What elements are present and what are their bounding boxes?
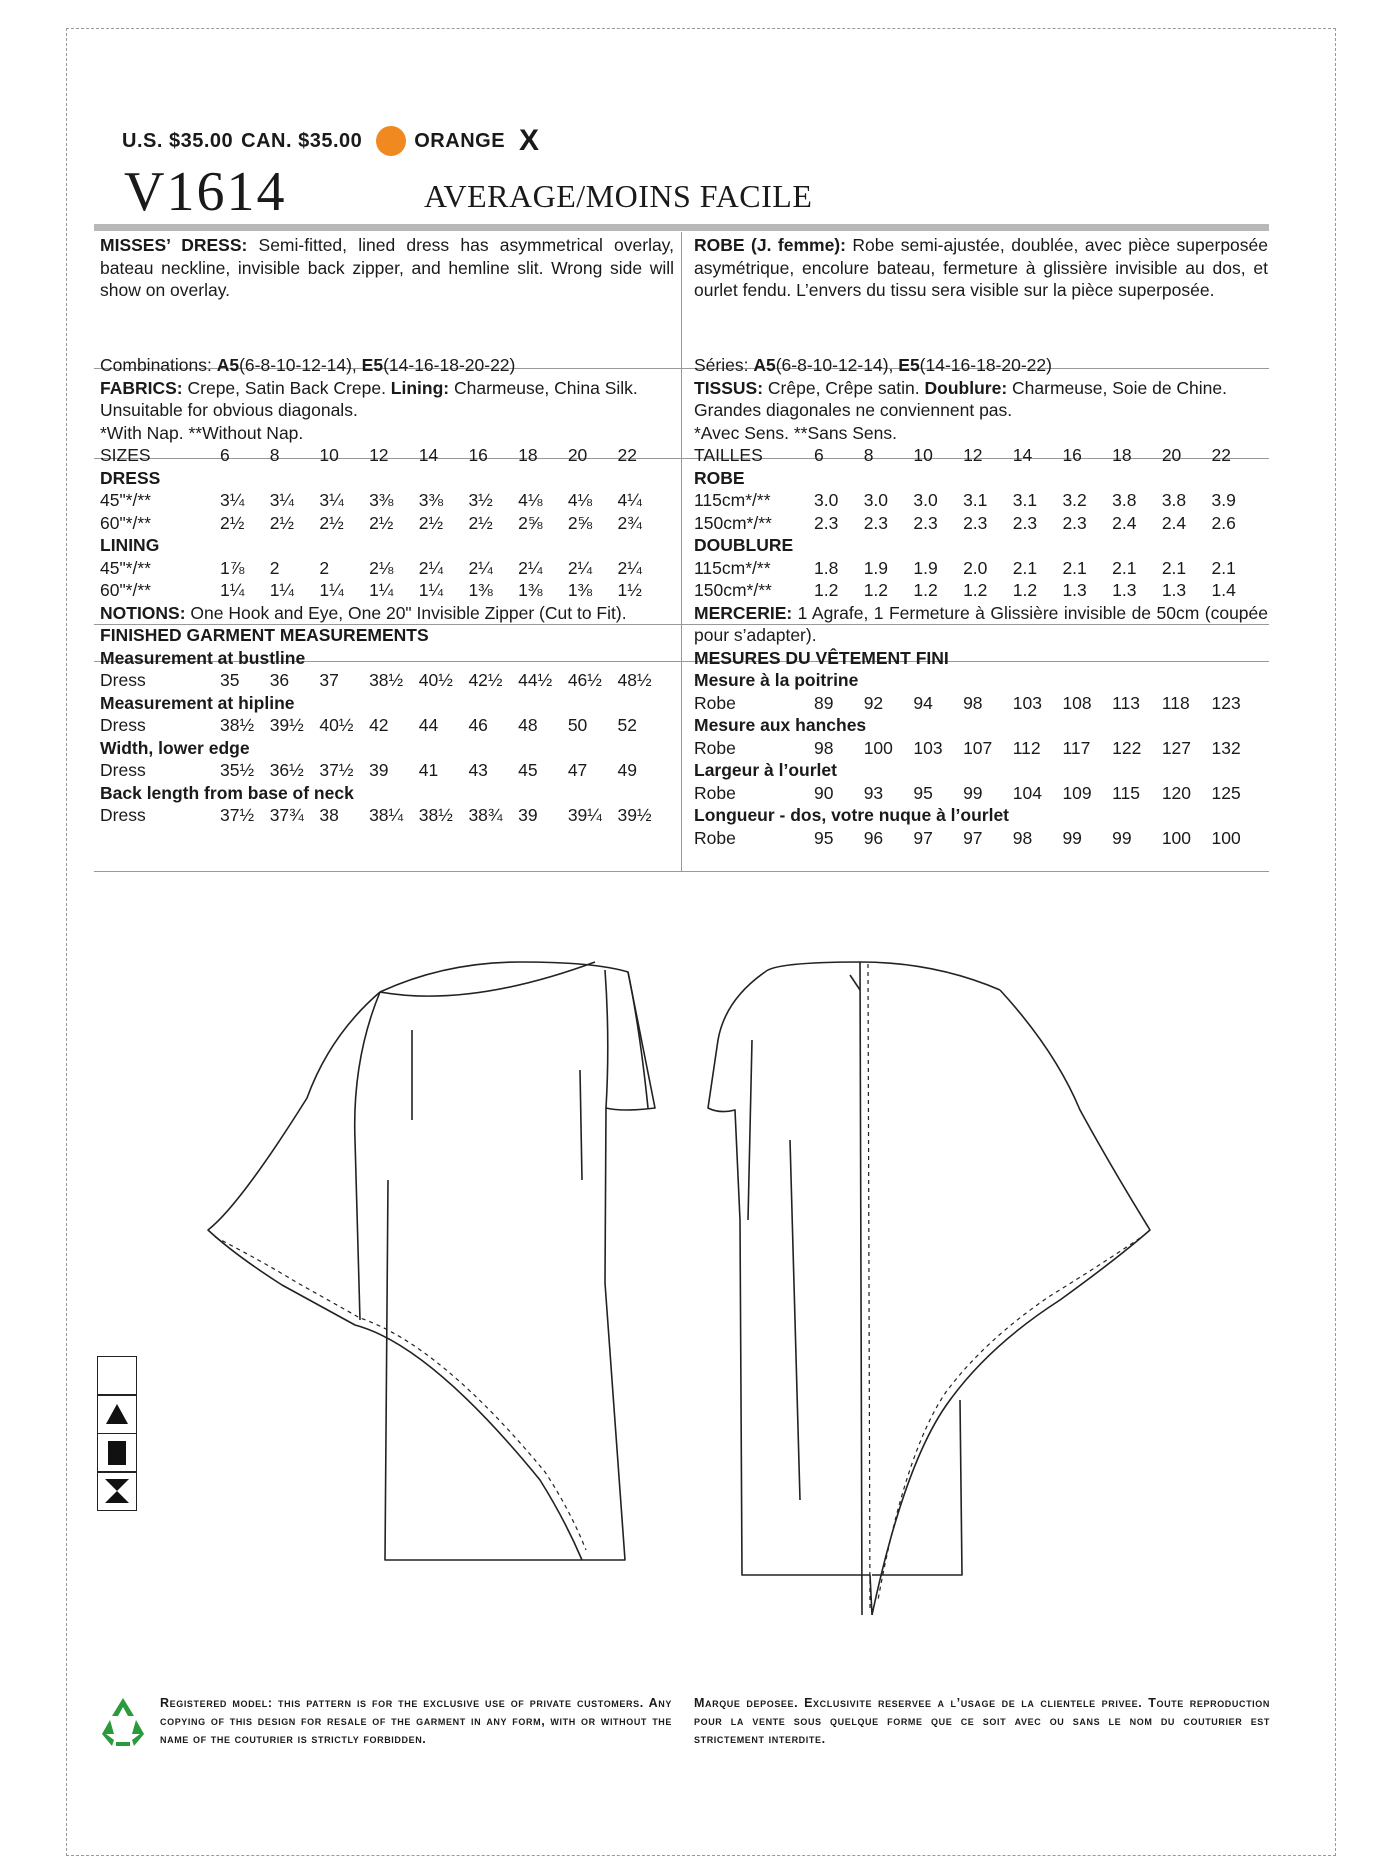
desc-title: ROBE (J. femme):	[694, 235, 846, 255]
measurement-title: Back length from base of neck	[100, 782, 354, 803]
desc-title: MISSES’ DRESS:	[100, 235, 248, 255]
hourglass-icon	[97, 1471, 137, 1511]
table-cell: 2.3	[963, 512, 988, 533]
table-cell: 4¼	[617, 490, 642, 510]
row-label: 45"*/**	[100, 490, 151, 510]
finished-title: MESURES DU VÊTEMENT FINI	[694, 647, 949, 668]
table-cell: 2.4	[1112, 512, 1137, 533]
table-cell: 97	[963, 827, 983, 848]
table-cell: 127	[1161, 737, 1192, 758]
table-cell: 2.1	[1112, 557, 1137, 578]
unsuitable-note: Grandes diagonales ne conviennent pas.	[694, 400, 1013, 420]
measurement-title: Largeur à l’ourlet	[694, 760, 837, 780]
nap-note: *With Nap. **Without Nap.	[100, 422, 304, 443]
table-cell: 52	[617, 715, 637, 735]
row-label: 150cm*/**	[694, 580, 772, 600]
table-cell: 1.8	[814, 557, 839, 578]
table-cell: 107	[963, 737, 993, 758]
table-cell: 2	[269, 557, 280, 578]
measurement-title: Measurement at bustline	[100, 647, 306, 668]
table-cell: 40½	[319, 715, 354, 735]
table-cell: 3.9	[1211, 490, 1236, 510]
table-cell: 46	[468, 715, 488, 735]
table-cell: 1⅜	[518, 580, 543, 600]
table-cell: 48½	[617, 670, 652, 690]
size-header: 10	[913, 445, 933, 465]
table-cell: 1⅞	[220, 557, 245, 578]
row-label: 115cm*/**	[694, 490, 771, 510]
table-cell: 2.6	[1211, 512, 1236, 533]
table-cell: 2.3	[814, 512, 839, 533]
row-label: Dress	[100, 805, 146, 825]
table-cell: 1½	[617, 580, 642, 600]
copyright-notice: Registered model: this pattern is for the exclusive use of private customers. Any copying of this design for resale of the garment in any form, with or without the name of the couturier is strictly forbidden.	[160, 1696, 672, 1746]
size-header: 20	[567, 445, 588, 465]
table-cell: 92	[863, 692, 884, 713]
table-cell: 38¾	[468, 805, 503, 825]
table-cell: 44	[418, 715, 439, 735]
row-label: 60"*/**	[100, 580, 151, 600]
table-cell: 49	[617, 760, 637, 780]
table-cell: 37½	[220, 805, 255, 825]
table-cell: 109	[1062, 782, 1092, 803]
table-cell: 2¼	[418, 557, 444, 578]
table-cell: 2.3	[863, 512, 889, 533]
table-cell: 118	[1161, 692, 1190, 713]
fabrics-title: TISSUS:	[694, 377, 764, 398]
row-label: Robe	[694, 782, 736, 803]
table-cell: 1⅜	[567, 580, 593, 600]
table-cell: 45	[518, 760, 538, 780]
size-header: 20	[1161, 445, 1182, 465]
table-cell: 103	[1012, 692, 1042, 713]
difficulty-label: AVERAGE/MOINS FACILE	[424, 178, 813, 214]
table-cell: 2.1	[1161, 557, 1187, 578]
combo-e-sizes: (14-16-18-20-22)	[383, 355, 516, 375]
table-cell: 2	[319, 557, 330, 578]
section-label: ROBE	[694, 467, 745, 488]
table-cell: 1.2	[963, 580, 988, 600]
table-cell: 38½	[369, 670, 404, 690]
table-cell: 1.3	[1161, 580, 1187, 600]
size-header: 18	[518, 445, 538, 465]
desc-text: Semi-fitted, lined dress has asymmetrical overlay, bateau neckline, invisible back zipper, and hemline slit. Wrong side will show on overlay.	[100, 235, 674, 300]
table-cell: 39½	[269, 715, 304, 735]
row-label: Robe	[694, 737, 736, 758]
table-cell: 48	[518, 715, 538, 735]
table-cell: 98	[963, 692, 983, 713]
table-cell: 44½	[518, 670, 553, 690]
row-label: 60"*/**	[100, 512, 151, 533]
fabrics-text: Crêpe, Crêpe satin.	[763, 377, 925, 398]
x-mark: X	[519, 124, 540, 157]
row-label: 150cm*/**	[694, 512, 772, 533]
table-cell: 1¼	[220, 580, 245, 600]
combo-e: E5	[361, 355, 384, 375]
marking-symbols	[97, 1357, 137, 1511]
table-cell: 2¼	[518, 557, 543, 578]
table-cell: 3.0	[913, 490, 938, 510]
table-cell: 41	[418, 760, 439, 780]
size-header: 22	[1211, 445, 1231, 465]
table-cell: 93	[863, 782, 884, 803]
section-label: LINING	[100, 535, 160, 555]
combo-label: Séries:	[694, 355, 754, 375]
recycle-icon	[96, 1694, 150, 1748]
table-cell: 39½	[617, 805, 652, 825]
table-cell: 123	[1211, 692, 1241, 713]
table-cell: 3.8	[1161, 490, 1187, 510]
table-cell: 3.2	[1062, 490, 1087, 510]
table-cell: 2½	[369, 512, 394, 533]
table-cell: 2½	[418, 512, 444, 533]
table-cell: 2½	[220, 512, 245, 533]
table-cell: 2⅝	[567, 512, 593, 533]
combo-a: A5	[753, 355, 776, 375]
table-cell: 40½	[418, 670, 453, 690]
table-cell: 90	[814, 782, 834, 803]
table-cell: 39	[369, 760, 389, 780]
lining-text: Charmeuse, Soie de Chine.	[1007, 377, 1227, 398]
table-cell: 3.1	[1012, 490, 1038, 510]
row-label: Dress	[100, 670, 146, 690]
table-cell: 39¼	[567, 805, 602, 825]
table-cell: 46½	[567, 670, 602, 690]
table-cell: 115	[1112, 782, 1141, 803]
table-cell: 122	[1112, 737, 1142, 758]
table-cell: 1¼	[369, 580, 394, 600]
row-label: 45"*/**	[100, 557, 151, 578]
color-label: ORANGE	[414, 129, 506, 152]
table-cell: 3.1	[963, 490, 988, 510]
table-cell: 89	[814, 692, 834, 713]
front-view-sketch	[208, 962, 655, 1560]
measurement-title: Measurement at hipline	[100, 692, 295, 713]
table-cell: 120	[1161, 782, 1192, 803]
table-cell: 2¼	[567, 557, 593, 578]
table-cell: 2.3	[1012, 512, 1038, 533]
combo-label: Combinations:	[100, 355, 217, 375]
size-header: 16	[468, 445, 488, 465]
row-label: Robe	[694, 692, 736, 713]
measurement-title: Longueur - dos, votre nuque à l’ourlet	[694, 805, 1010, 825]
table-cell: 2.1	[1211, 557, 1236, 578]
finished-title: FINISHED GARMENT MEASUREMENTS	[100, 625, 429, 645]
table-cell: 2¼	[617, 557, 642, 578]
table-cell: 42	[369, 715, 389, 735]
row-label: Robe	[694, 827, 736, 848]
size-header: 22	[617, 445, 637, 465]
blank-icon	[97, 1356, 137, 1396]
table-cell: 1.2	[814, 580, 839, 600]
combo-a: A5	[216, 355, 240, 375]
table-cell: 3¼	[220, 490, 245, 510]
row-label: 115cm*/**	[694, 557, 771, 578]
measurement-title: Width, lower edge	[100, 737, 250, 758]
table-cell: 43	[468, 760, 488, 780]
table-cell: 37½	[319, 760, 354, 780]
copyright-notice: Marque deposee. Exclusivite reservee a l’usage de la clientele privee. Toute reproduction pour la vente sous quelque forme que ce soit avec ou sans le nom du couturier est strictement interdite.	[694, 1696, 1270, 1746]
table-cell: 1⅜	[468, 580, 493, 600]
table-cell: 132	[1211, 737, 1241, 758]
table-cell: 2½	[269, 512, 295, 533]
pattern-number: V1614	[124, 161, 287, 223]
us-price: U.S. $35.00	[122, 129, 234, 152]
table-cell: 38½	[220, 715, 255, 735]
table-cell: 98	[1012, 827, 1033, 848]
table-cell: 2⅝	[518, 512, 543, 533]
size-header: 6	[814, 445, 824, 465]
size-header: 10	[319, 445, 339, 465]
size-header: 16	[1062, 445, 1082, 465]
table-cell: 1.9	[863, 557, 889, 578]
row-label: Dress	[100, 715, 146, 735]
table-cell: 3⅜	[369, 490, 394, 510]
size-header: 12	[369, 445, 389, 465]
table-cell: 2½	[468, 512, 493, 533]
notions-title: NOTIONS:	[100, 602, 186, 623]
notions-title: MERCERIE:	[694, 602, 793, 623]
table-cell: 108	[1062, 692, 1092, 713]
size-header: 8	[269, 445, 280, 465]
table-cell: 113	[1112, 692, 1141, 713]
table-cell: 2⅛	[369, 557, 394, 578]
table-cell: 2¼	[468, 557, 493, 578]
table-cell: 94	[913, 692, 933, 713]
table-cell: 99	[1112, 827, 1132, 848]
table-cell: 38½	[418, 805, 453, 825]
triangle-icon	[97, 1394, 137, 1434]
table-cell: 1.3	[1112, 580, 1137, 600]
table-cell: 104	[1012, 782, 1042, 803]
fabrics-title: FABRICS:	[100, 377, 183, 398]
table-cell: 35½	[220, 760, 255, 780]
can-price: CAN. $35.00	[241, 129, 363, 152]
table-cell: 1.2	[1012, 580, 1038, 600]
table-cell: 1¼	[319, 580, 344, 600]
table-cell: 3.8	[1112, 490, 1137, 510]
table-cell: 1.3	[1062, 580, 1087, 600]
sizes-label: SIZES	[100, 445, 151, 465]
table-cell: 3.0	[863, 490, 889, 510]
desc-text: Robe semi-ajustée, doublée, avec pièce superposée asymétrique, encolure bateau, fermeture à glissière invisible au dos, et ourlet fendu. L’envers du tissu sera visible sur la pièce superposée.	[694, 235, 1268, 300]
table-cell: 117	[1062, 737, 1091, 758]
table-cell: 112	[1012, 737, 1041, 758]
square-icon	[97, 1433, 137, 1473]
table-cell: 103	[913, 737, 943, 758]
table-cell: 3⅜	[418, 490, 444, 510]
lining-title: Doublure:	[924, 377, 1008, 398]
table-cell: 2.3	[913, 512, 938, 533]
nap-note: *Avec Sens. **Sans Sens.	[694, 422, 897, 443]
size-header: 14	[418, 445, 439, 465]
combo-a-sizes: (6-8-10-12-14),	[239, 355, 362, 375]
table-cell: 3¼	[269, 490, 295, 510]
table-cell: 39	[518, 805, 538, 825]
table-cell: 1.9	[913, 557, 938, 578]
table-cell: 35	[220, 670, 240, 690]
size-header: 14	[1012, 445, 1033, 465]
table-cell: 42½	[468, 670, 503, 690]
table-cell: 98	[814, 737, 834, 758]
table-cell: 99	[1062, 827, 1082, 848]
table-cell: 36	[269, 670, 290, 690]
combo-e: E5	[898, 355, 920, 375]
table-cell: 125	[1211, 782, 1241, 803]
section-label: DOUBLURE	[694, 535, 794, 555]
measurement-title: Mesure aux hanches	[694, 715, 867, 735]
back-view-sketch	[708, 962, 1150, 1615]
sizes-label: TAILLES	[694, 445, 763, 465]
table-cell: 2.0	[963, 557, 988, 578]
table-cell: 2.3	[1062, 512, 1087, 533]
size-header: 8	[863, 445, 874, 465]
table-cell: 95	[814, 827, 834, 848]
table-cell: 1.4	[1211, 580, 1236, 600]
table-cell: 96	[863, 827, 884, 848]
table-cell: 4⅛	[518, 490, 543, 510]
notions-text: One Hook and Eye, One 20" Invisible Zipper (Cut to Fit).	[185, 602, 627, 623]
table-cell: 2.4	[1161, 512, 1187, 533]
combo-a-sizes: (6-8-10-12-14),	[775, 355, 899, 375]
unsuitable-note: Unsuitable for obvious diagonals.	[100, 400, 358, 420]
table-cell: 50	[567, 715, 588, 735]
table-cell: 38	[319, 805, 339, 825]
table-cell: 97	[913, 827, 933, 848]
lining-text: Charmeuse, China Silk.	[449, 377, 638, 398]
section-label: DRESS	[100, 467, 161, 488]
table-cell: 1.2	[863, 580, 889, 600]
table-cell: 1.2	[913, 580, 938, 600]
notions-text: 1 Agrafe, 1 Fermeture à Glissière invisible de 50cm (coupée pour s’adapter).	[694, 602, 1268, 645]
table-cell: 95	[913, 782, 933, 803]
table-cell: 1¼	[418, 580, 444, 600]
table-cell: 100	[1161, 827, 1192, 848]
size-header: 18	[1112, 445, 1132, 465]
table-cell: 3¼	[319, 490, 344, 510]
table-cell: 47	[567, 760, 588, 780]
fabrics-text: Crepe, Satin Back Crepe.	[182, 377, 391, 398]
table-cell: 1¼	[269, 580, 295, 600]
lining-title: Lining:	[390, 377, 450, 398]
table-cell: 2¾	[617, 512, 642, 533]
table-cell: 37¾	[269, 805, 304, 825]
table-cell: 3½	[468, 490, 493, 510]
table-cell: 100	[1211, 827, 1241, 848]
table-cell: 3.0	[814, 490, 839, 510]
measurement-title: Mesure à la poitrine	[694, 670, 859, 690]
table-cell: 2½	[319, 512, 344, 533]
table-cell: 36½	[269, 760, 304, 780]
table-cell: 100	[863, 737, 893, 758]
table-cell: 37	[319, 670, 339, 690]
table-cell: 2.1	[1062, 557, 1087, 578]
table-cell: 38¼	[369, 805, 404, 825]
table-cell: 2.1	[1012, 557, 1038, 578]
size-header: 6	[220, 445, 230, 465]
size-header: 12	[963, 445, 983, 465]
table-cell: 4⅛	[567, 490, 593, 510]
row-label: Dress	[100, 760, 146, 780]
table-cell: 99	[963, 782, 983, 803]
combo-e-sizes: (14-16-18-20-22)	[919, 355, 1052, 375]
